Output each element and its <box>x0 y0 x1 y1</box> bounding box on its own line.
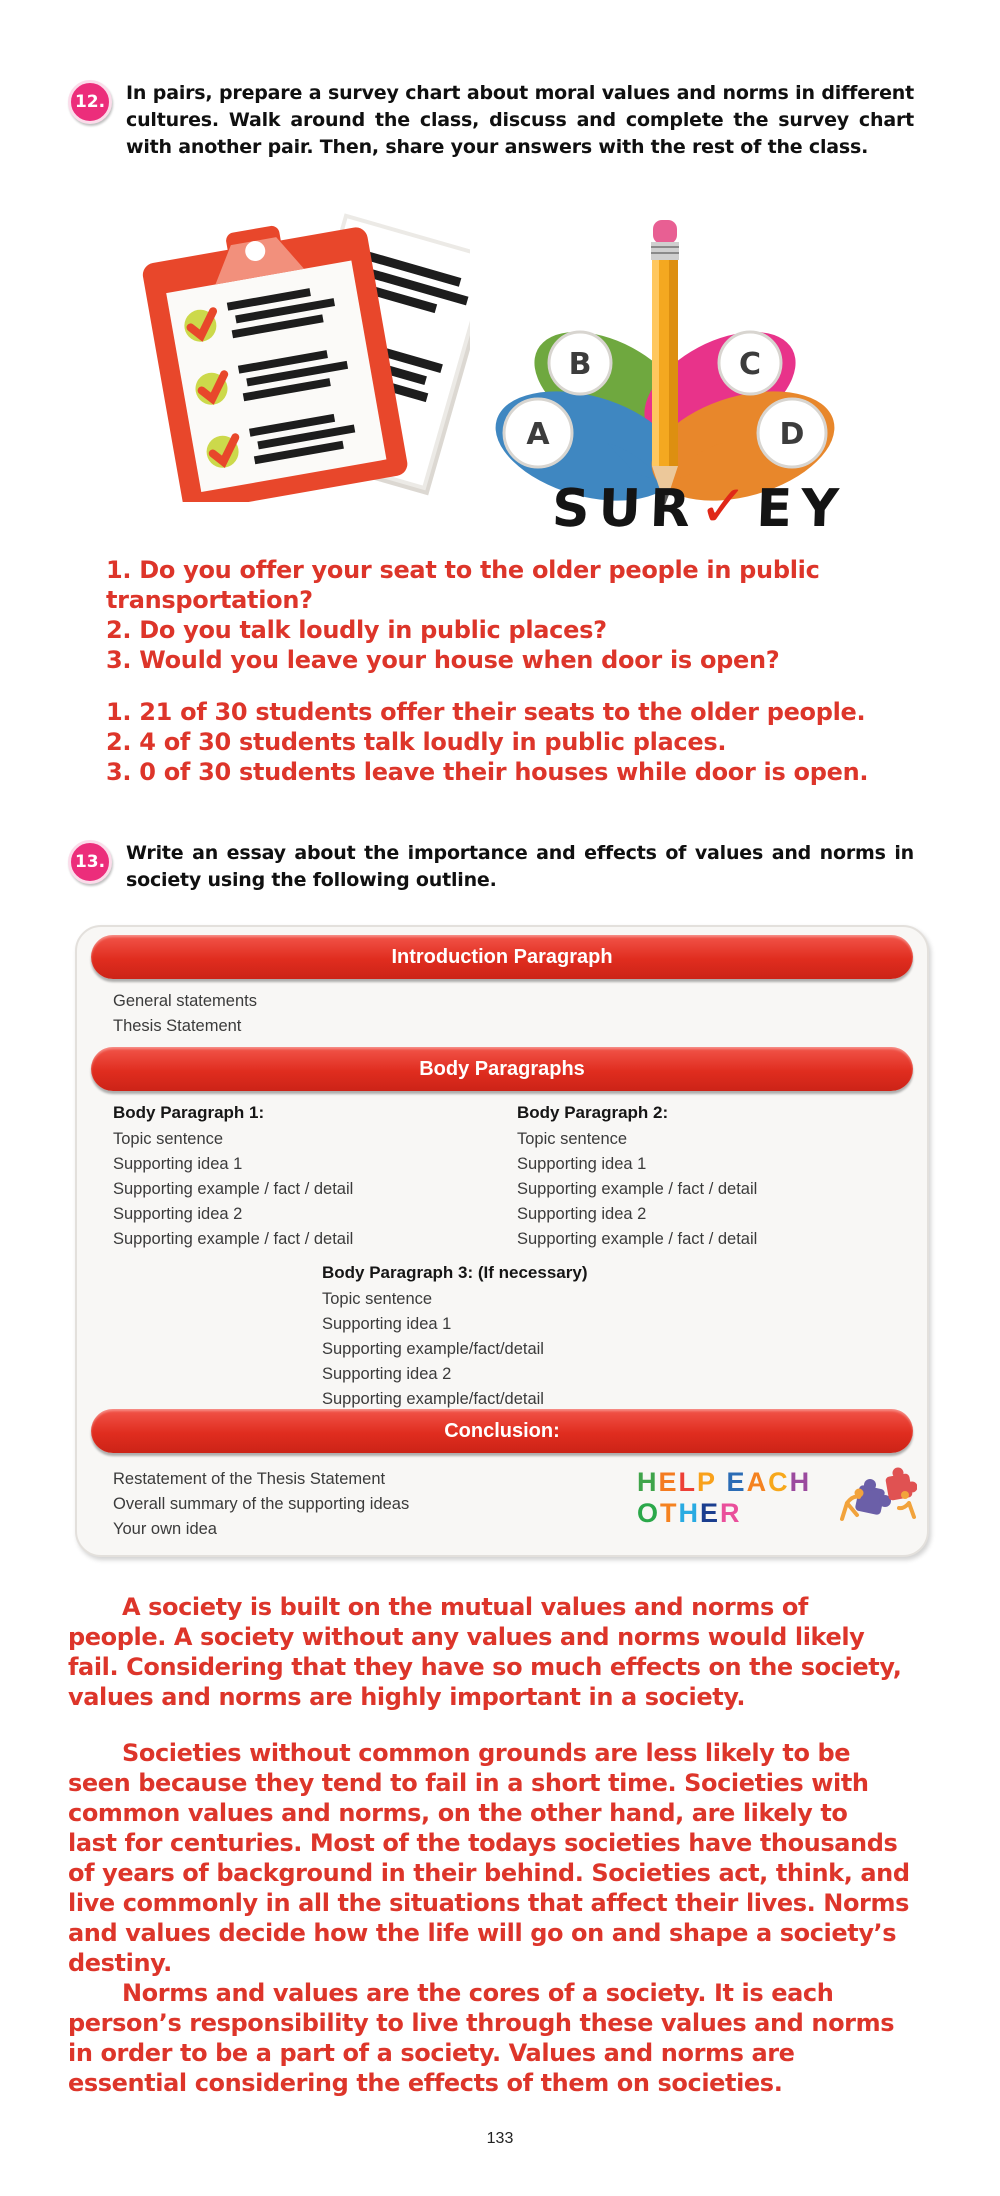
survey-word-post: EY <box>755 479 849 539</box>
body-paragraph-1-items: Topic sentence Supporting idea 1 Supporting example / fact / detail Supporting idea 2 Supporting example / fact / detail <box>113 1130 354 1248</box>
conclusion-items: Restatement of the Thesis Statement Overall summary of the supporting ideas Your own idea <box>113 1470 410 1538</box>
task-13-instruction: Write an essay about the importance and effects of values and norms in society using the following outline. <box>126 842 914 891</box>
body-paragraph-3-items: Topic sentence Supporting idea 1 Supporting example/fact/detail Supporting idea 2 Supporting example/fact/detail <box>322 1290 544 1408</box>
petal-label-a: A <box>526 417 550 452</box>
figure-left-head <box>855 1489 864 1498</box>
task-12 <box>68 80 914 161</box>
page-number: 133 <box>486 2130 514 2147</box>
petal-label-c: C <box>738 347 762 382</box>
pencil-icon <box>651 220 679 505</box>
petal-label-d: D <box>779 417 805 452</box>
figure-right-head <box>901 1491 909 1499</box>
conclusion-banner: Conclusion: <box>91 1409 913 1453</box>
task-13 <box>68 840 914 894</box>
survey-pencil-illustration <box>495 218 915 513</box>
help-each-other-text <box>637 1467 811 1529</box>
task-12-number-badge: 12. <box>68 80 112 124</box>
body-paragraph-1-title: Body Paragraph 1: <box>113 1103 265 1122</box>
survey-questions: 1. Do you offer your seat to the older people in public transportation? 2. Do you talk loudly in public places? 3. Would you leave your house when door is open? <box>106 556 820 674</box>
introduction-items: General statements Thesis Statement <box>113 992 257 1035</box>
body-paragraph-2-title: Body Paragraph 2: <box>517 1103 669 1122</box>
survey-results: 1. 21 of 30 students offer their seats to the older people. 2. 4 of 30 students talk loudly in public places. 3. 0 of 30 students leave their houses while door is open. <box>106 698 869 786</box>
pushing-figure-right <box>899 1503 914 1517</box>
essay-outline-box <box>75 925 929 1557</box>
essay-paragraph-3: Norms and values are the cores of a society. It is each person’s responsibility to live through these values and norms in order to be a part of a society. Values and norms are essential considering the effects of them on societies. <box>68 1979 895 2097</box>
task-13-number-badge: 13. <box>68 840 112 884</box>
body-paragraph-3-title: Body Paragraph 3: (If necessary) <box>322 1263 588 1282</box>
student-essay <box>68 1592 958 2098</box>
essay-paragraph-2: Societies without common grounds are less likely to be seen because they tend to fail in a short time. Societies with common values and norms, on the other hand, are likely to last for centuries. Most of the todays societies have thousands of years of background in their behind. Societies act, think, and live commonly in all the situations that affect their lives. Norms and values decide how the life will go on and shape a society’s destiny. <box>68 1739 910 1977</box>
essay-paragraph-1: A society is built on the mutual values and norms of people. A society without any values and norms would likely fail. Considering that they have so much effects on the society, values and norms are highly important in a society. <box>68 1593 902 1711</box>
red-puzzle-piece <box>885 1468 917 1501</box>
body-paragraphs-banner: Body Paragraphs <box>91 1047 913 1091</box>
illustration-band <box>0 160 1000 555</box>
survey-check-icon: ✓ <box>697 472 758 540</box>
clipboard-checklist-illustration <box>100 192 470 502</box>
puzzle-people-illustration <box>835 1465 917 1529</box>
petal-label-b: B <box>568 347 592 382</box>
task-12-instruction: In pairs, prepare a survey chart about moral values and norms in different cultures. Walk around the class, discuss and complete the survey chart with another pair. Then, share your answers with the rest of the class. <box>126 82 914 158</box>
body-paragraph-2-items: Topic sentence Supporting idea 1 Supporting example / fact / detail Supporting idea 2 Supporting example / fact / detail <box>517 1130 758 1248</box>
introduction-banner: Introduction Paragraph <box>91 935 913 979</box>
survey-word-pre: SUR <box>551 479 700 539</box>
survey-word <box>509 472 891 540</box>
front-clipboard <box>138 210 409 502</box>
help-line-1: HELP EACH <box>637 1467 812 1497</box>
help-line-2: OTHER <box>637 1498 742 1528</box>
